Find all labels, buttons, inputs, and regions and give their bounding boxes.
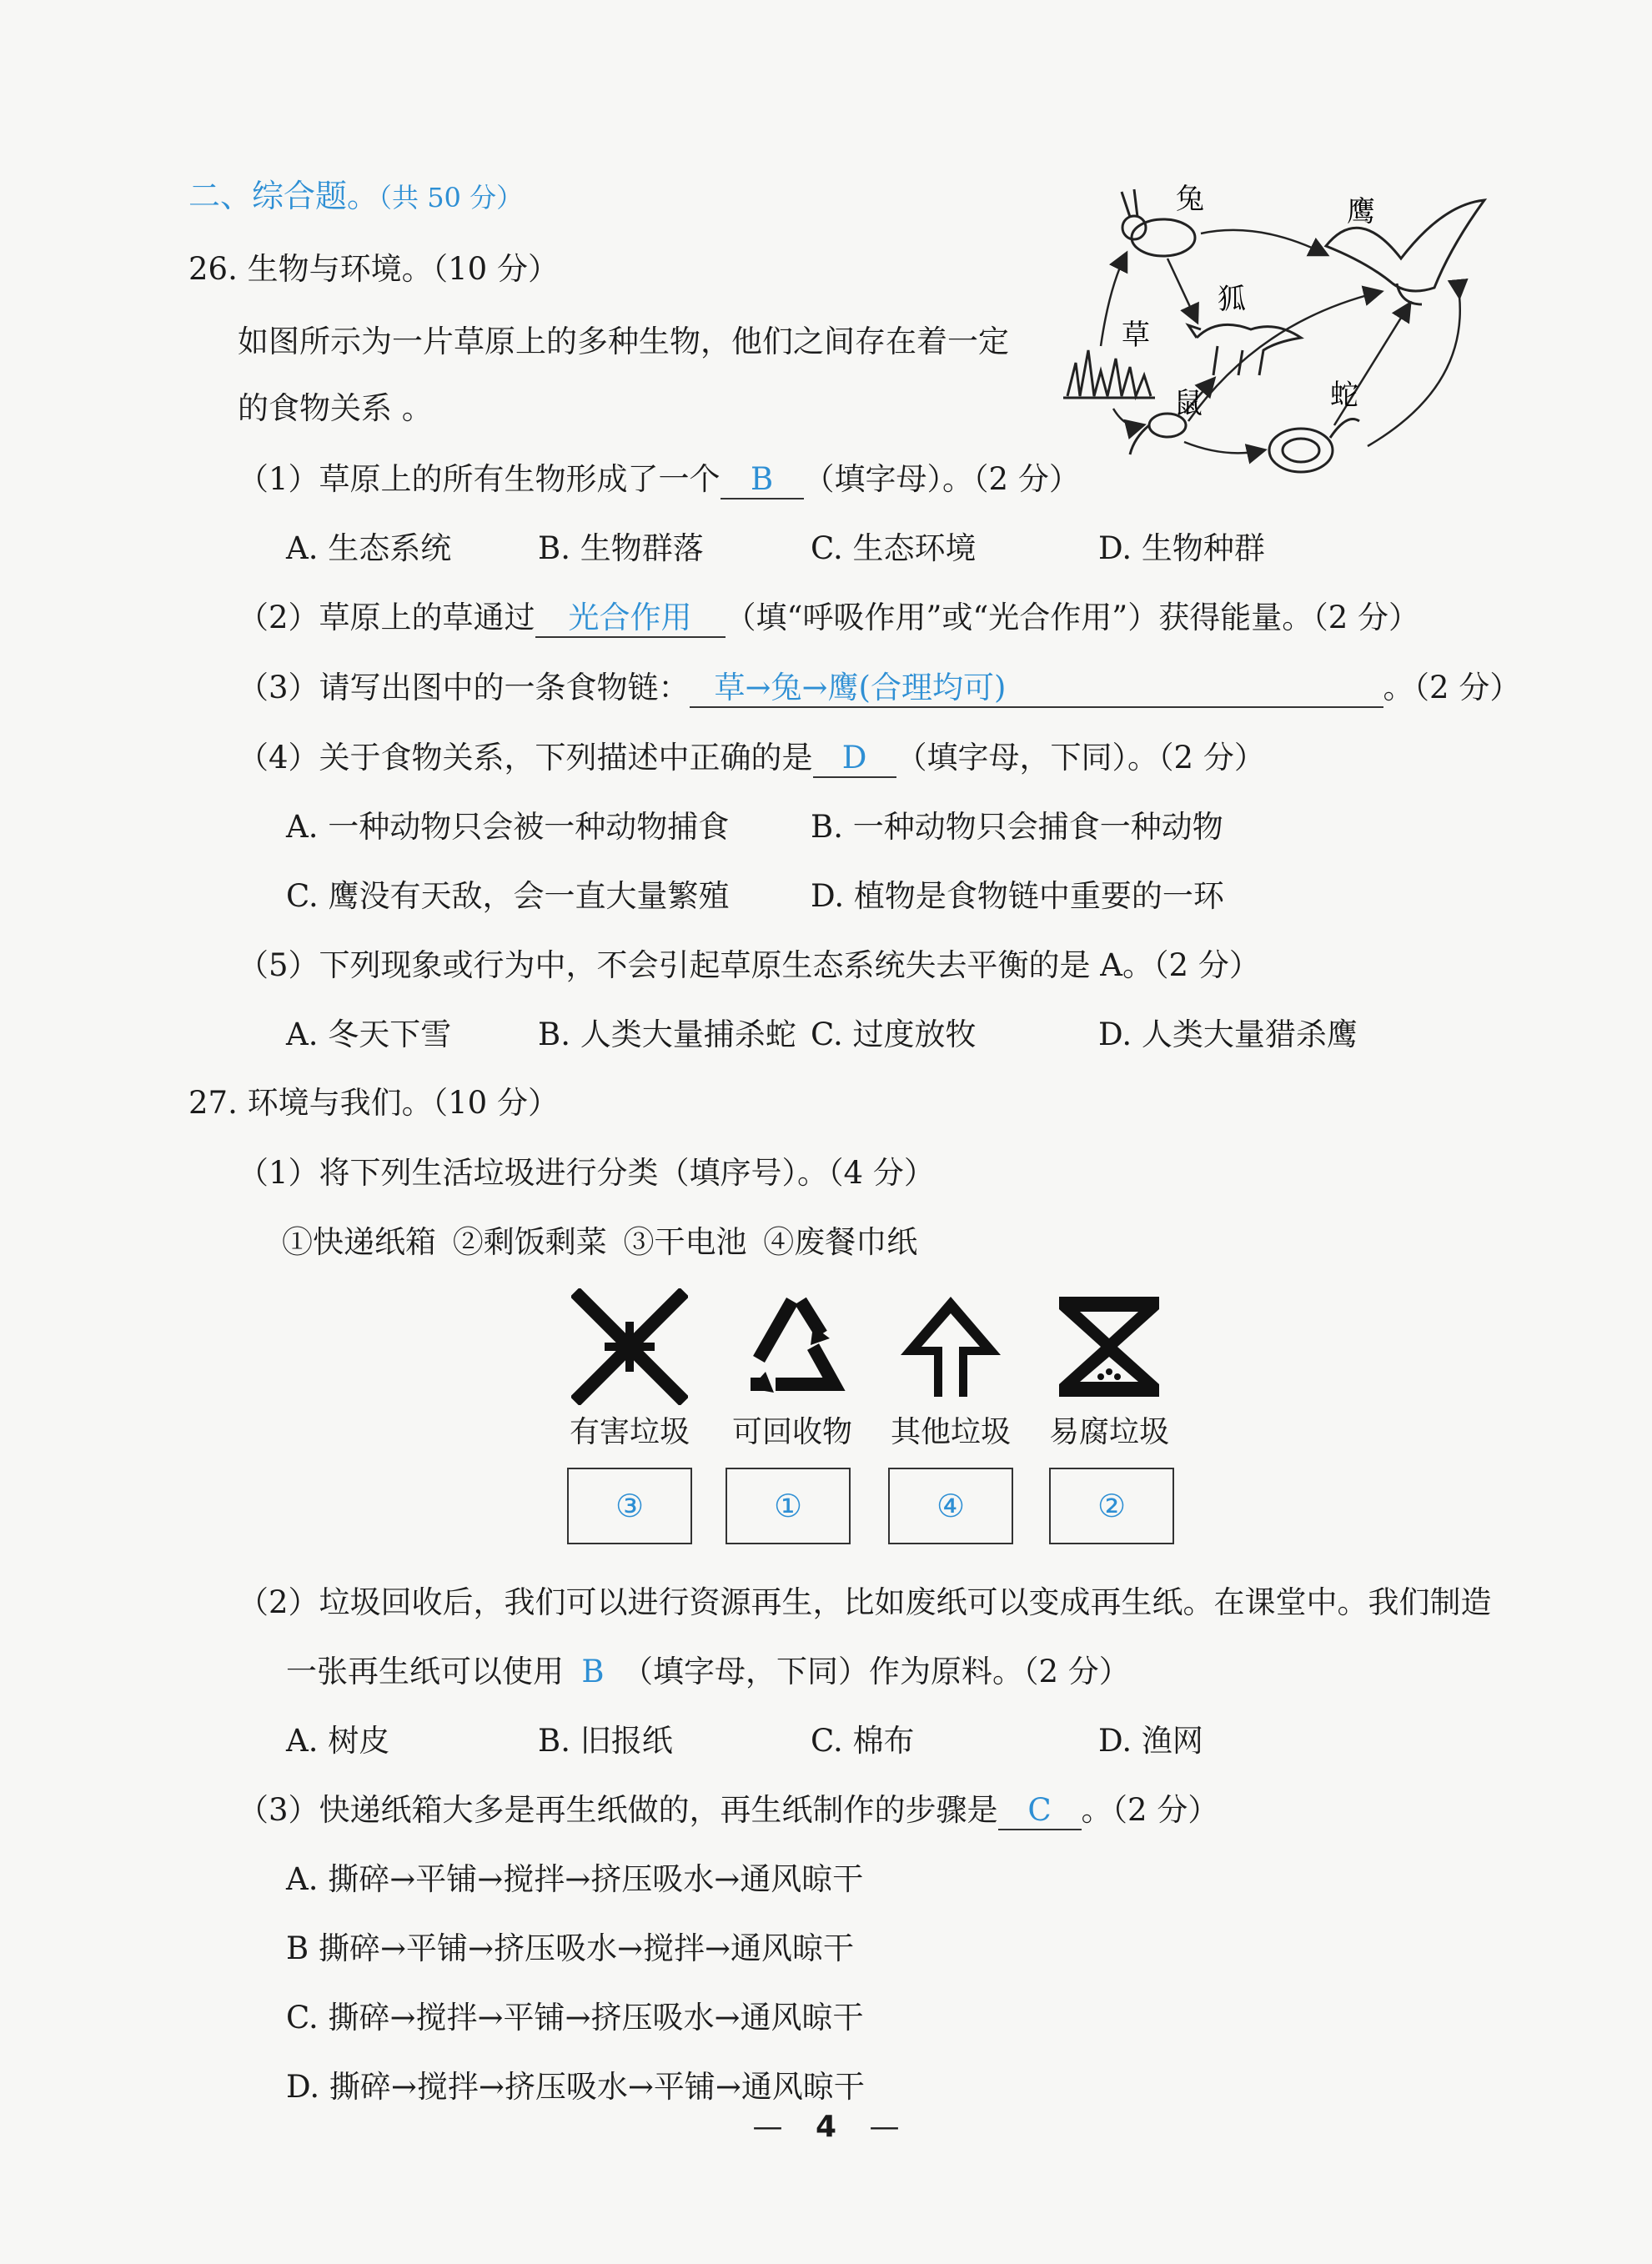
grass-icon — [1063, 350, 1155, 398]
page-dash-right: — — [869, 2110, 900, 2144]
answer-box-food: ② — [1049, 1468, 1174, 1544]
arrow-snake-eagle-outer — [1368, 296, 1460, 446]
arrow-rabbit-eagle — [1201, 230, 1326, 254]
q26-p3-answer: 草→兔→鹰(合理均可) — [690, 670, 1383, 708]
label-eagle: 鹰 — [1347, 195, 1375, 228]
label-recyclable: 可回收物 — [731, 1415, 852, 1449]
category-food — [1047, 1288, 1172, 1453]
label-food: 易腐垃圾 — [1048, 1415, 1169, 1449]
q26-intro-line2: 的食物关系 。 — [238, 390, 433, 426]
q26-part2 — [238, 597, 1419, 639]
q26-p1-option-a: A. 生态系统 — [286, 530, 452, 566]
q26-p5-option-d: D. 人类大量猎杀鹰 — [1098, 1017, 1358, 1052]
q26-intro-line1: 如图所示为一片草原上的多种生物，他们之间存在着一定 — [238, 324, 1009, 359]
q26-p4-option-b: B. 一种动物只会捕食一种动物 — [811, 809, 1223, 845]
q26-part4 — [238, 737, 1265, 779]
q26-p2-answer: 光合作用 — [535, 600, 726, 638]
hazardous-waste-icon — [571, 1288, 688, 1405]
q26-part5: （5）下列现象或行为中，不会引起草原生态系统失去平衡的是 A。（2 分） — [238, 947, 1260, 983]
q26-p3-suffix: 。（2 分） — [1383, 670, 1521, 705]
q27-p2-option-b: B. 旧报纸 — [538, 1723, 673, 1759]
q27-part3 — [238, 1790, 1218, 1831]
q27-p2-prompt: 一张再生纸可以使用 — [286, 1654, 564, 1689]
q26-p1-option-b: B. 生物群落 — [538, 530, 704, 566]
q26-p5-option-a: A. 冬天下雪 — [286, 1017, 452, 1052]
arrow-grass-mouse — [1113, 409, 1142, 426]
arrow-mouse-snake — [1184, 442, 1263, 453]
q27-p2-option-c: C. 棉布 — [811, 1723, 915, 1759]
q27-p3-answer: C — [998, 1792, 1082, 1830]
q26-p4-answer: D — [813, 740, 896, 778]
label-fox: 狐 — [1218, 283, 1246, 316]
q26-p2-suffix: （填“呼吸作用”或“光合作用”）获得能量。（2 分） — [725, 600, 1420, 635]
q27-p3-option-d: D. 撕碎→搅拌→挤压吸水→平铺→通风晾干 — [286, 2069, 865, 2105]
q26-p2-prompt: （2）草原上的草通过 — [238, 600, 535, 635]
recyclable-icon — [734, 1288, 851, 1405]
page-number — [0, 2110, 1652, 2144]
q27-part2-line2 — [286, 1651, 1130, 1693]
q26-p1-option-c: C. 生态环境 — [811, 530, 977, 566]
q27-p2-option-d: D. 渔网 — [1098, 1723, 1203, 1759]
q26-title: 26. 生物与环境。（10 分） — [188, 251, 559, 287]
q26-p4-suffix: （填字母，下同）。（2 分） — [896, 740, 1265, 776]
label-grass: 草 — [1122, 319, 1150, 352]
q27-title: 27. 环境与我们。（10 分） — [188, 1085, 559, 1121]
food-waste-icon — [1051, 1288, 1167, 1405]
label-other: 其他垃圾 — [890, 1415, 1011, 1449]
category-other — [888, 1288, 1013, 1453]
q26-p1-answer: B — [721, 461, 804, 499]
food-web-svg — [1051, 171, 1493, 496]
q27-p3-option-a: A. 撕碎→平铺→搅拌→挤压吸水→通风晾干 — [286, 1861, 864, 1897]
q27-items: ①快递纸箱 ②剩饭剩菜 ③干电池 ④废餐巾纸 — [282, 1224, 918, 1260]
label-mouse: 鼠 — [1174, 387, 1203, 420]
food-web-diagram — [1051, 171, 1493, 496]
label-rabbit: 兔 — [1176, 183, 1204, 216]
q26-p1-option-d: D. 生物种群 — [1098, 530, 1265, 566]
q26-p4-option-a: A. 一种动物只会被一种动物捕食 — [286, 809, 730, 845]
page-dash-left: — — [752, 2110, 783, 2144]
q27-part2-line1: （2）垃圾回收后，我们可以进行资源再生，比如废纸可以变成再生纸。在课堂中。我们制造 — [238, 1584, 1492, 1620]
q27-part1: （1）将下列生活垃圾进行分类（填序号）。（4 分） — [238, 1155, 935, 1191]
category-recyclable — [730, 1288, 855, 1453]
snake-icon — [1269, 419, 1359, 473]
page-number-value: 4 — [815, 2110, 837, 2144]
q26-p4-option-d: D. 植物是食物链中重要的一环 — [811, 878, 1224, 914]
q26-p1-suffix: （填字母）。（2 分） — [803, 461, 1080, 497]
q27-p2-answer: B — [581, 1654, 605, 1689]
q27-p2-suffix: （填字母，下同）作为原料。（2 分） — [622, 1654, 1130, 1689]
label-hazardous: 有害垃圾 — [569, 1415, 690, 1449]
section-header — [188, 175, 523, 218]
q26-p1-prompt: （1）草原上的所有生物形成了一个 — [238, 461, 721, 497]
fox-icon — [1188, 324, 1301, 375]
q26-p3-prompt: （3）请写出图中的一条食物链： — [238, 670, 690, 705]
q26-part3 — [238, 667, 1520, 709]
section-score: （共 50 分） — [379, 182, 524, 213]
q26-part1 — [238, 459, 1080, 500]
q27-p3-option-c: C. 撕碎→搅拌→平铺→挤压吸水→通风晾干 — [286, 2000, 864, 2036]
q26-p4-prompt: （4）关于食物关系，下列描述中正确的是 — [238, 740, 813, 776]
q27-p2-option-a: A. 树皮 — [286, 1723, 390, 1759]
q26-p4-option-c: C. 鹰没有天敌，会一直大量繁殖 — [286, 878, 730, 914]
q27-p3-prompt: （3）快递纸箱大多是再生纸做的，再生纸制作的步骤是 — [238, 1792, 998, 1828]
category-hazardous — [567, 1288, 692, 1453]
arrow-rabbit-fox — [1167, 259, 1197, 321]
q27-p3-option-b: B 撕碎→平铺→挤压吸水→搅拌→通风晾干 — [286, 1930, 854, 1966]
section-title: 二、综合题。 — [188, 178, 379, 214]
q26-p5-option-b: B. 人类大量捕杀蛇 — [538, 1017, 796, 1052]
other-waste-icon — [892, 1288, 1009, 1405]
answer-box-other: ④ — [888, 1468, 1013, 1544]
q26-p5-option-c: C. 过度放牧 — [811, 1017, 977, 1052]
label-snake: 蛇 — [1330, 379, 1358, 412]
answer-box-hazardous: ③ — [567, 1468, 692, 1544]
answer-box-recyclable: ① — [726, 1468, 851, 1544]
q27-p3-suffix: 。（2 分） — [1081, 1792, 1219, 1828]
